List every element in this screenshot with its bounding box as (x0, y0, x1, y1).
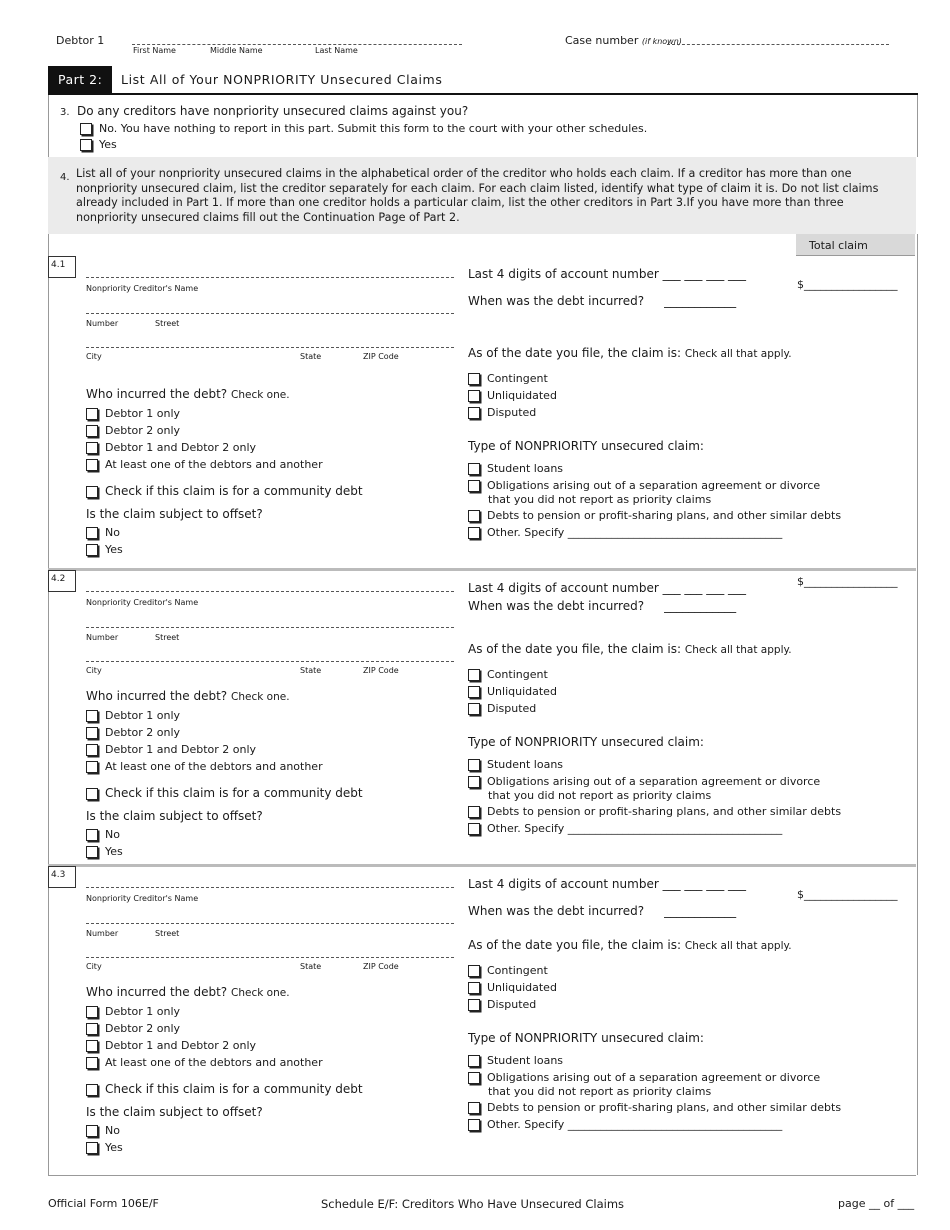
checkbox-icon[interactable] (468, 703, 480, 715)
claim-amount-field[interactable]: $_________________ (797, 278, 898, 291)
as-of-label: As of the date you file, the claim is: (468, 642, 682, 656)
option-label: At least one of the debtors and another (105, 458, 323, 471)
date-incurred-field[interactable]: ____________ (664, 599, 737, 613)
other-specify-field[interactable]: _______________________________________ (567, 526, 783, 539)
option-label: Debtor 2 only (105, 424, 181, 437)
last4-field[interactable]: ___ ___ ___ ___ (662, 581, 747, 595)
option-at-least-one-debtor[interactable] (86, 760, 323, 773)
claim-type-title: Type of NONPRIORITY unsecured claim: (468, 1031, 704, 1045)
option-label: At least one of the debtors and another (105, 760, 323, 773)
street-field[interactable] (86, 305, 454, 314)
state-label: State (300, 666, 322, 675)
claim-status-question (468, 346, 792, 360)
checkbox-icon[interactable] (86, 1084, 98, 1096)
option-unliquidated[interactable] (468, 981, 557, 994)
option-label: Other. Specify (487, 822, 565, 835)
offset-option-yes[interactable] (86, 1141, 123, 1154)
other-specify-field[interactable]: _______________________________________ (567, 822, 783, 835)
option-label: Debtor 1 only (105, 407, 181, 420)
claim-type-title: Type of NONPRIORITY unsecured claim: (468, 735, 704, 749)
option-unliquidated[interactable] (468, 685, 557, 698)
claim-divider (48, 568, 916, 571)
checkbox-icon[interactable] (86, 544, 98, 556)
q3-option-no[interactable] (80, 122, 647, 135)
offset-question: Is the claim subject to offset? (86, 1105, 263, 1119)
creditor-name-label: Nonpriority Creditor's Name (86, 284, 199, 293)
checkbox-icon[interactable] (80, 139, 92, 151)
option-label: Obligations arising out of a separation agreement or divorce (487, 479, 821, 492)
offset-option-yes[interactable] (86, 543, 123, 556)
check-all-hint: Check all that apply. (684, 644, 792, 656)
city-state-zip-field[interactable] (86, 653, 454, 662)
case-number-label (565, 34, 682, 47)
checkbox-icon[interactable] (86, 1125, 98, 1137)
checkbox-icon[interactable] (468, 463, 480, 475)
checkbox-icon[interactable] (468, 390, 480, 402)
street-label: Street (155, 929, 180, 938)
last4-field[interactable]: ___ ___ ___ ___ (662, 877, 747, 891)
last4-label: Last 4 digits of account number (468, 267, 659, 281)
who-incurred-question (86, 387, 290, 401)
offset-question: Is the claim subject to offset? (86, 507, 263, 521)
city-state-zip-field[interactable] (86, 949, 454, 958)
option-debtor1-only[interactable] (86, 407, 180, 420)
q3-option-yes[interactable] (80, 138, 117, 151)
claim-number: 4.3 (48, 866, 76, 888)
q3-yes-label: Yes (99, 138, 117, 151)
check-all-hint: Check all that apply. (684, 348, 792, 360)
offset-question: Is the claim subject to offset? (86, 809, 263, 823)
checkbox-icon[interactable] (468, 480, 480, 492)
option-at-least-one-debtor[interactable] (86, 1056, 323, 1069)
claims-bottom-rule (48, 1175, 916, 1176)
checkbox-icon[interactable] (468, 1119, 480, 1131)
checkbox-icon[interactable] (86, 788, 98, 800)
option-label: Unliquidated (487, 389, 557, 402)
who-incurred-label: Who incurred the debt? (86, 985, 228, 999)
checkbox-icon[interactable] (86, 829, 98, 841)
checkbox-icon[interactable] (86, 527, 98, 539)
last4-row (468, 267, 746, 281)
claim-number: 4.2 (48, 570, 76, 592)
number-label: Number (86, 319, 119, 328)
option-label: Unliquidated (487, 685, 557, 698)
q3-no-label: No. You have nothing to report in this part. Submit this form to the court with your other schedules. (99, 122, 648, 135)
offset-option-no[interactable] (86, 828, 120, 841)
first-name-label: First Name (133, 46, 176, 55)
option-label: Disputed (487, 406, 537, 419)
option-label: Debts to pension or profit-sharing plans, and other similar debts (487, 805, 842, 818)
q3-text: Do any creditors have nonpriority unsecured claims against you? (77, 104, 469, 118)
option-label: Obligations arising out of a separation agreement or divorce (487, 1071, 821, 1084)
case-number-text: Case number (565, 34, 639, 47)
obligations-line-2: that you did not report as priority claims (488, 1085, 712, 1098)
option-disputed[interactable] (468, 998, 536, 1011)
claim-status-question (468, 938, 792, 952)
checkbox-icon[interactable] (80, 123, 92, 135)
option-debtor2-only[interactable] (86, 424, 180, 437)
option-label: Contingent (487, 668, 548, 681)
street-label: Street (155, 633, 180, 642)
offset-no-label: No (105, 828, 120, 841)
checkbox-icon[interactable] (86, 1023, 98, 1035)
offset-yes-label: Yes (105, 845, 123, 858)
state-label: State (300, 352, 322, 361)
option-label: Contingent (487, 964, 548, 977)
community-debt-label: Check if this claim is for a community debt (105, 786, 363, 800)
last4-label: Last 4 digits of account number (468, 581, 659, 595)
checkbox-icon[interactable] (86, 486, 98, 498)
number-label: Number (86, 929, 119, 938)
option-other[interactable] (468, 822, 782, 835)
as-of-label: As of the date you file, the claim is: (468, 938, 682, 952)
total-claim-header: Total claim (796, 234, 915, 256)
option-label: Student loans (487, 1054, 564, 1067)
checkbox-icon[interactable] (468, 1102, 480, 1114)
option-label: Other. Specify (487, 526, 565, 539)
option-debtor1-and-debtor2[interactable] (86, 441, 256, 454)
city-label: City (86, 962, 102, 971)
community-debt-label: Check if this claim is for a community debt (105, 484, 363, 498)
last-name-label: Last Name (315, 46, 358, 55)
community-debt-option[interactable] (86, 786, 363, 800)
option-pension-debts[interactable] (468, 1101, 841, 1114)
checkbox-icon[interactable] (86, 744, 98, 756)
option-disputed[interactable] (468, 406, 536, 419)
checkbox-icon[interactable] (86, 1057, 98, 1069)
offset-no-label: No (105, 526, 120, 539)
date-incurred-field[interactable]: ____________ (664, 904, 737, 918)
option-label: Obligations arising out of a separation agreement or divorce (487, 775, 821, 788)
city-label: City (86, 352, 102, 361)
checkbox-icon[interactable] (86, 425, 98, 437)
last4-row (468, 877, 746, 891)
checkbox-icon[interactable] (86, 710, 98, 722)
checkbox-icon[interactable] (86, 1006, 98, 1018)
option-label: Disputed (487, 998, 537, 1011)
option-unliquidated[interactable] (468, 389, 557, 402)
number-label: Number (86, 633, 119, 642)
checkbox-icon[interactable] (468, 686, 480, 698)
when-incurred-row (468, 294, 736, 308)
check-one-hint: Check one. (231, 389, 290, 401)
option-pension-debts[interactable] (468, 509, 841, 522)
claim-amount-field[interactable]: $_________________ (797, 575, 898, 588)
last4-label: Last 4 digits of account number (468, 877, 659, 891)
checkbox-icon[interactable] (86, 442, 98, 454)
creditor-name-field[interactable] (86, 583, 454, 592)
claim-status-question (468, 642, 792, 656)
checkbox-icon[interactable] (468, 823, 480, 835)
q3-num: 3. (60, 107, 70, 118)
checkbox-icon[interactable] (468, 669, 480, 681)
date-incurred-field[interactable]: ____________ (664, 294, 737, 308)
checkbox-icon[interactable] (468, 759, 480, 771)
state-label: State (300, 962, 322, 971)
option-label: Debtor 1 and Debtor 2 only (105, 1039, 257, 1052)
zip-label: ZIP Code (363, 352, 399, 361)
option-at-least-one-debtor[interactable] (86, 458, 323, 471)
checkbox-icon[interactable] (468, 407, 480, 419)
offset-option-yes[interactable] (86, 845, 123, 858)
q4-text: List all of your nonpriority unsecured claims in the alphabetical order of the creditor who holds each claim. If a creditor has more than one nonpriority unsecured claim, list the creditor separately for each claim. For each claim listed, identify what type of claim it is. Do not list claims already included in Part 1. If more than one creditor holds a particular claim, list the other creditors in Part 3.If you have more than three nonpriority unsecured claims fill out the Continuation Page of Part 2. (76, 167, 879, 224)
option-label: Student loans (487, 462, 564, 475)
option-label: Unliquidated (487, 981, 557, 994)
option-label: Debtor 2 only (105, 1022, 181, 1035)
check-all-hint: Check all that apply. (684, 940, 792, 952)
checkbox-icon[interactable] (468, 999, 480, 1011)
part-title: List All of Your NONPRIORITY Unsecured Claims (121, 72, 443, 87)
offset-no-label: No (105, 1124, 120, 1137)
obligations-line-2: that you did not report as priority claims (488, 789, 712, 802)
zip-label: ZIP Code (363, 666, 399, 675)
checkbox-icon[interactable] (468, 806, 480, 818)
option-debtor1-and-debtor2[interactable] (86, 1039, 256, 1052)
checkbox-icon[interactable] (468, 373, 480, 385)
claim-amount-field[interactable]: $_________________ (797, 888, 898, 901)
creditor-name-field[interactable] (86, 269, 454, 278)
offset-option-no[interactable] (86, 1124, 120, 1137)
option-label: Debts to pension or profit-sharing plans, and other similar debts (487, 1101, 842, 1114)
offset-yes-label: Yes (105, 1141, 123, 1154)
claim-number: 4.1 (48, 256, 76, 278)
option-pension-debts[interactable] (468, 805, 841, 818)
option-separation-obligations[interactable] (468, 479, 820, 493)
checkbox-icon[interactable] (468, 776, 480, 788)
when-incurred-label: When was the debt incurred? (468, 294, 645, 308)
option-other[interactable] (468, 1118, 782, 1131)
option-contingent[interactable] (468, 964, 548, 977)
who-incurred-label: Who incurred the debt? (86, 387, 228, 401)
community-debt-option[interactable] (86, 1082, 363, 1096)
checkbox-icon[interactable] (86, 761, 98, 773)
q4-num: 4. (60, 172, 70, 183)
checkbox-icon[interactable] (468, 982, 480, 994)
street-field[interactable] (86, 619, 454, 628)
last4-row (468, 581, 746, 595)
who-incurred-question (86, 985, 290, 999)
when-incurred-label: When was the debt incurred? (468, 904, 645, 918)
if-known-text: (if known) (641, 37, 682, 46)
claim-divider (48, 864, 916, 867)
who-incurred-question (86, 689, 290, 703)
claims-header-frame (48, 234, 918, 256)
part-badge: Part 2: (48, 66, 112, 93)
who-incurred-label: Who incurred the debt? (86, 689, 228, 703)
option-label: Disputed (487, 702, 537, 715)
option-separation-obligations[interactable] (468, 775, 820, 789)
option-separation-obligations[interactable] (468, 1071, 820, 1085)
checkbox-icon[interactable] (468, 527, 480, 539)
checkbox-icon[interactable] (86, 1142, 98, 1154)
case-number-field[interactable] (667, 36, 889, 45)
check-one-hint: Check one. (231, 691, 290, 703)
option-student-loans[interactable] (468, 462, 563, 475)
option-student-loans[interactable] (468, 1054, 563, 1067)
city-state-zip-field[interactable] (86, 339, 454, 348)
when-incurred-row (468, 599, 736, 613)
option-label: Debts to pension or profit-sharing plans, and other similar debts (487, 509, 842, 522)
option-label: Student loans (487, 758, 564, 771)
obligations-line-2: that you did not report as priority claims (488, 493, 712, 506)
checkbox-icon[interactable] (468, 1072, 480, 1084)
debtor-label: Debtor 1 (56, 34, 105, 47)
option-contingent[interactable] (468, 372, 548, 385)
footer-form: Official Form 106E/F (48, 1197, 159, 1210)
community-debt-option[interactable] (86, 484, 363, 498)
checkbox-icon[interactable] (86, 459, 98, 471)
option-label: At least one of the debtors and another (105, 1056, 323, 1069)
creditor-name-field[interactable] (86, 879, 454, 888)
footer-page: page __ of ___ (838, 1197, 915, 1210)
option-debtor2-only[interactable] (86, 726, 180, 739)
debtor-name-field[interactable] (132, 36, 462, 45)
claim-type-title: Type of NONPRIORITY unsecured claim: (468, 439, 704, 453)
checkbox-icon[interactable] (468, 510, 480, 522)
checkbox-icon[interactable] (86, 727, 98, 739)
checkbox-icon[interactable] (86, 1040, 98, 1052)
option-label: Contingent (487, 372, 548, 385)
community-debt-label: Check if this claim is for a community debt (105, 1082, 363, 1096)
option-label: Debtor 1 only (105, 709, 181, 722)
option-label: Other. Specify (487, 1118, 565, 1131)
creditor-name-label: Nonpriority Creditor's Name (86, 894, 199, 903)
option-label: Debtor 2 only (105, 726, 181, 739)
middle-name-label: Middle Name (210, 46, 263, 55)
checkbox-icon[interactable] (468, 965, 480, 977)
check-one-hint: Check one. (231, 987, 290, 999)
street-field[interactable] (86, 915, 454, 924)
option-debtor1-only[interactable] (86, 1005, 180, 1018)
option-label: Debtor 1 and Debtor 2 only (105, 441, 257, 454)
footer-title: Schedule E/F: Creditors Who Have Unsecured Claims (321, 1197, 625, 1211)
as-of-label: As of the date you file, the claim is: (468, 346, 682, 360)
creditor-name-label: Nonpriority Creditor's Name (86, 598, 199, 607)
checkbox-icon[interactable] (468, 1055, 480, 1067)
offset-yes-label: Yes (105, 543, 123, 556)
option-contingent[interactable] (468, 668, 548, 681)
zip-label: ZIP Code (363, 962, 399, 971)
street-label: Street (155, 319, 180, 328)
other-specify-field[interactable]: _______________________________________ (567, 1118, 783, 1131)
city-label: City (86, 666, 102, 675)
option-debtor1-and-debtor2[interactable] (86, 743, 256, 756)
when-incurred-row (468, 904, 736, 918)
option-student-loans[interactable] (468, 758, 563, 771)
last4-field[interactable]: ___ ___ ___ ___ (662, 267, 747, 281)
checkbox-icon[interactable] (86, 846, 98, 858)
checkbox-icon[interactable] (86, 408, 98, 420)
option-other[interactable] (468, 526, 782, 539)
option-disputed[interactable] (468, 702, 536, 715)
when-incurred-label: When was the debt incurred? (468, 599, 645, 613)
option-label: Debtor 1 only (105, 1005, 181, 1018)
option-debtor2-only[interactable] (86, 1022, 180, 1035)
option-debtor1-only[interactable] (86, 709, 180, 722)
offset-option-no[interactable] (86, 526, 120, 539)
option-label: Debtor 1 and Debtor 2 only (105, 743, 257, 756)
